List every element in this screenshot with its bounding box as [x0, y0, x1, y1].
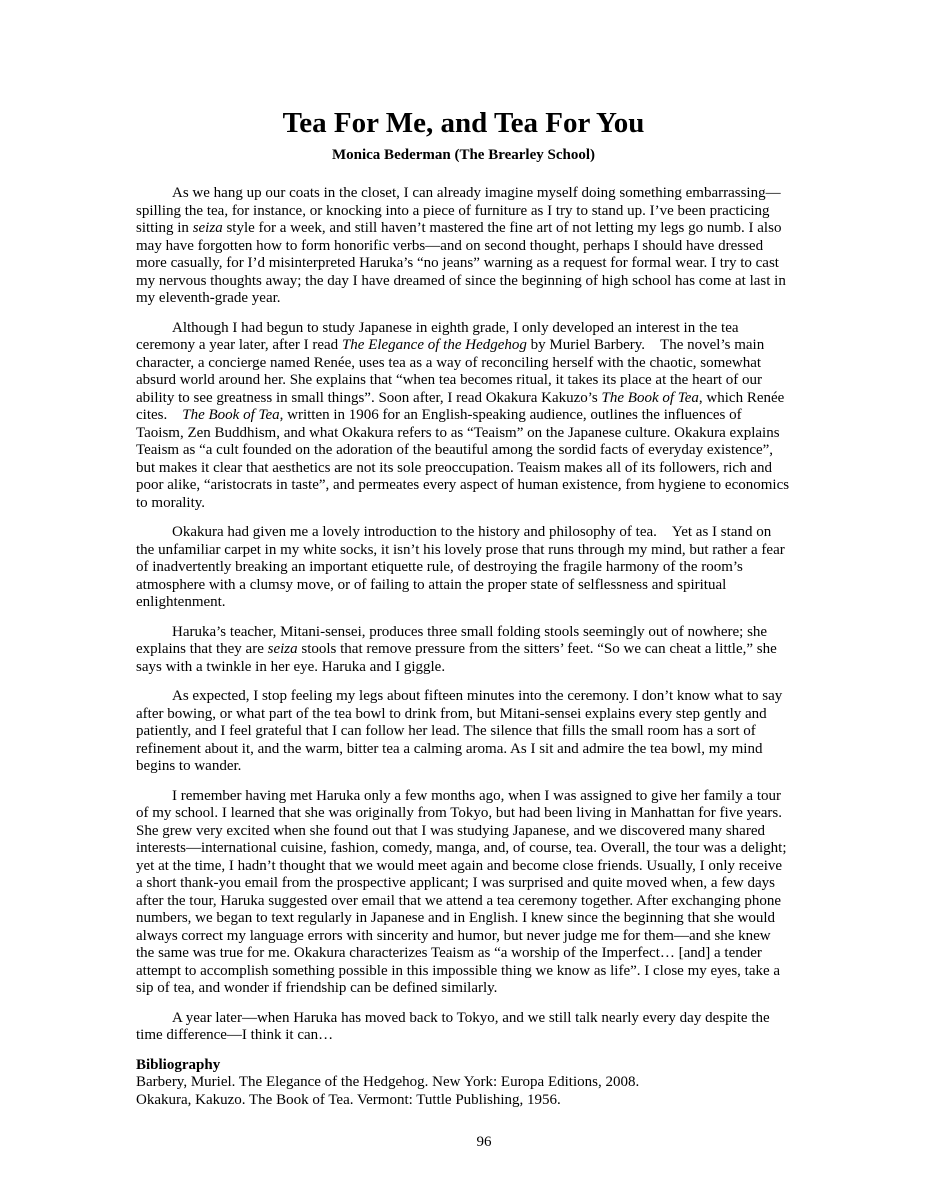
- essay-paragraph: [136, 688, 791, 776]
- essay-paragraph: [136, 788, 791, 998]
- bibliography-list: [136, 1074, 791, 1109]
- text-run: As expected, I stop feeling my legs about fifteen minutes into the ceremony. I don’t know what to say after bowing, or what part of the tea bowl to drink from, but Mitani-sensei explains every step gently and patiently, and I feel grateful that I can follow her lead. The silence that fills the small room has a sort of refinement about it, and the warm, bitter tea a calming aroma. As I sit and admire the tea bowl, my mind begins to wander.: [136, 688, 783, 775]
- italic-text-run: The Book of Tea: [601, 389, 699, 406]
- text-run: Haruka’s teacher, Mitani-sensei, produces three small folding stools seemingly out of nowhere; she explains that they are: [136, 623, 768, 658]
- page-number: 96: [476, 1134, 492, 1150]
- essay-author: Monica Bederman (The Brearley School): [331, 146, 596, 163]
- italic-text-run: seiza: [267, 641, 298, 658]
- bibliography-heading: Bibliography: [136, 1056, 221, 1073]
- essay-paragraph: [136, 524, 791, 612]
- bibliography-entry: Okakura, Kakuzo. The Book of Tea. Vermont: Tuttle Publishing, 1956.: [136, 1091, 561, 1108]
- text-run: , written in 1906 for an English-speaking audience, outlines the influences of Taoism, Zen Buddhism, and what Okakura refers to as “Teaism” on the Japanese culture. Okakura explains Teaism as “a cult founded on the adoration of the beautiful among the sordid facts of everyday existence”, but makes it clear that aesthetics are not its sole preoccupation. Teaism makes all of its followers, rich and poor alike, “aristocrats in taste”, and permeates every aspect of human existence, from hygiene to economics to morality.: [136, 407, 790, 511]
- essay-paragraph: [136, 185, 791, 308]
- essay-title: Tea For Me, and Tea For You: [282, 107, 645, 139]
- text-run: , which Renée cites.: [136, 389, 785, 424]
- essay-paragraph: [136, 320, 791, 513]
- text-run: by Muriel Barbery. The novel’s main character, a concierge named Renée, uses tea as a way of reconciling herself with the chaotic, somewhat absurd world around her. She explains that “when tea becomes ritual, it takes its place at the heart of our ability to see greatness in small things”. Soon after, I read Okakura Kakuzo’s: [136, 337, 765, 406]
- essay-paragraph: [136, 1010, 791, 1045]
- bibliography-entry: Barbery, Muriel. The Elegance of the Hedgehog. New York: Europa Editions, 2008.: [136, 1074, 640, 1091]
- italic-text-run: The Elegance of the Hedgehog: [341, 337, 527, 354]
- text-run: Okakura had given me a lovely introduction to the history and philosophy of tea. Yet as I stand on the unfamiliar carpet in my white socks, it isn’t his lovely prose that runs through my mind, but rather a fear of inadvertently breaking an important etiquette rule, of destroying the fragile harmony of the room’s atmosphere with a clumsy move, or of failing to attain the proper state of selflessness and spiritual enlightenment.: [136, 524, 785, 611]
- italic-text-run: The Book of Tea: [182, 407, 280, 424]
- text-run: I remember having met Haruka only a few months ago, when I was assigned to give her family a tour of my school. I learned that she was originally from Tokyo, but had been living in Manhattan for five years. She grew very excited when she found out that I was studying Japanese, and we discovered many shared interests—international cuisine, fashion, comedy, manga, and, of course, tea. Overall, the tour was a delight; yet at the time, I hadn’t thought that we would meet again and become close friends. Usually, I only receive a short thank-you email from the prospective applicant; I was surprised and quite moved when, a few days after the tour, Haruka suggested over email that we attend a tea ceremony together. After exchanging phone numbers, we began to text regularly in Japanese and in English. I knew since the beginning that she would always correct my language errors with sincerity and humor, but never judge me for them—and she knew the same was true for me. Okakura characterizes Teaism as “a worship of the Imperfect… [and] a tender attempt to accomplish something possible in this impossible thing we know as life”. I close my eyes, take a sip of tea, and wonder if friendship can be defined similarly.: [136, 787, 787, 997]
- text-run: Although I had begun to study Japanese in eighth grade, I only developed an interest in the tea ceremony a year later, after I read: [136, 319, 739, 354]
- text-run: stools that remove pressure from the sitters’ feet. “So we can cheat a little,” she says with a twinkle in her eye. Haruka and I giggle.: [136, 641, 777, 675]
- italic-text-run: seiza: [192, 220, 223, 237]
- essay-body: [136, 185, 791, 1045]
- text-run: A year later—when Haruka has moved back to Tokyo, and we still talk nearly every day despite the time difference—I think it can…: [136, 1009, 770, 1044]
- text-run: As we hang up our coats in the closet, I can already imagine myself doing something embarrassing—spilling the tea, for instance, or knocking into a piece of furniture as I try to stand up. I’ve been practicing sitting in: [136, 185, 781, 237]
- text-column: [136, 0, 791, 1109]
- essay-paragraph: [136, 624, 791, 677]
- text-run: style for a week, and still haven’t mastered the fine art of not letting my legs go numb. I also may have forgotten how to form honorific verbs—and on second thought, perhaps I should have dressed more casually, for I’d misinterpreted Haruka’s “no jeans” warning as a request for formal wear. I try to cast my nervous thoughts away; the day I have dreamed of since the beginning of high school has come at last in my eleventh-grade year.: [136, 220, 786, 307]
